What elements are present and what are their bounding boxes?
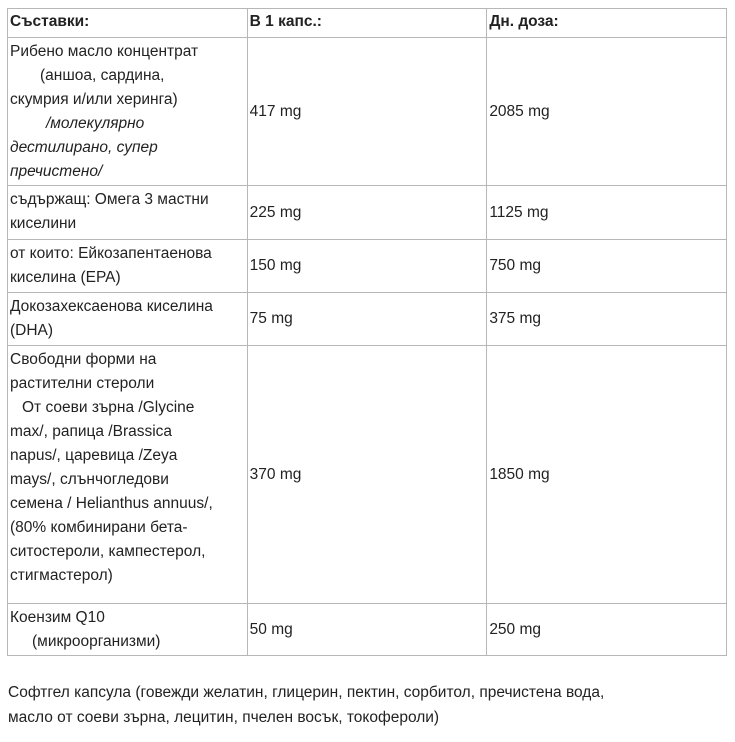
- per-capsule-value: [247, 240, 487, 293]
- ingredient-name-cell: [8, 38, 248, 186]
- ingredient-name-line: mays/, слънчогледови: [10, 471, 169, 488]
- per-capsule-text: 225 mg: [249, 203, 302, 221]
- table-row: [8, 346, 727, 604]
- per-capsule-value: [247, 346, 487, 604]
- daily-dose-text: 1850 mg: [489, 465, 550, 483]
- daily-dose-value: [487, 240, 727, 293]
- ingredient-name-line: съдържащ: Омега 3 мастни: [10, 191, 209, 208]
- table-row: [8, 186, 727, 240]
- per-capsule-value: [247, 38, 487, 186]
- ingredient-name-line: стигмастерол): [10, 567, 113, 584]
- per-capsule-text: 150 mg: [249, 257, 302, 274]
- ingredient-name-line: (80% комбинирани бета-: [10, 519, 188, 536]
- daily-dose-text: 750 mg: [489, 257, 542, 274]
- ingredient-name-line: семена / Helianthus annuus/,: [10, 495, 213, 512]
- ingredient-name-cell: [8, 240, 248, 293]
- ingredient-name-line: (аншоа, сардина,: [40, 67, 165, 84]
- header-per-capsule: В 1 капс.:: [247, 9, 487, 38]
- table-header-row: [8, 9, 727, 38]
- ingredient-name-cell: [8, 293, 248, 346]
- ingredients-table: [7, 8, 727, 656]
- daily-dose-text: 1125 mg: [489, 203, 549, 221]
- daily-dose-value: [487, 186, 727, 240]
- ingredient-name-line: скумрия и/или херинга): [10, 91, 178, 108]
- capsule-composition-note: [8, 680, 728, 730]
- per-capsule-text: 417 mg: [249, 102, 302, 120]
- per-capsule-text: 370 mg: [249, 465, 302, 483]
- per-capsule-text: 75 mg: [249, 310, 293, 327]
- ingredient-name-line: (микроорганизми): [32, 633, 161, 650]
- table-row: [8, 604, 727, 656]
- per-capsule-text: 50 mg: [249, 620, 293, 638]
- daily-dose-text: 250 mg: [489, 620, 542, 638]
- ingredient-name-line: пречистено/: [10, 163, 103, 180]
- ingredient-name-line: От соеви зърна /Glycine: [22, 399, 195, 416]
- footnote-line: масло от соеви зърна, лецитин, пчелен восък, токофероли): [8, 709, 440, 726]
- per-capsule-value: [247, 186, 487, 240]
- daily-dose-text: 375 mg: [489, 310, 542, 327]
- ingredient-name-cell: [8, 186, 248, 240]
- ingredient-name-cell: [8, 346, 248, 604]
- ingredient-name-line: от които: Ейкозапентаенова: [10, 245, 212, 262]
- daily-dose-text: 2085 mg: [489, 102, 550, 120]
- daily-dose-value: [487, 604, 727, 656]
- ingredient-name-line: Докозахексаенова киселина: [10, 298, 213, 315]
- ingredient-name-line: Коензим Q10: [10, 609, 105, 626]
- table-row: [8, 240, 727, 293]
- ingredient-name-line: /молекулярно: [46, 115, 145, 132]
- ingredient-name-line: киселина (EPA): [10, 269, 121, 286]
- header-daily-dose: Дн. доза:: [487, 9, 727, 38]
- footnote-line: Софтгел капсула (говежди желатин, глицерин, пектин, сорбитол, пречистена вода,: [8, 684, 605, 701]
- ingredient-name-line: дестилирано, супер: [10, 139, 158, 156]
- table-row: [8, 293, 727, 346]
- ingredient-name-cell: [8, 604, 248, 656]
- ingredient-name-line: Свободни форми на: [10, 351, 157, 368]
- ingredient-name-line: max/, рапица /Brassica: [10, 423, 173, 440]
- ingredient-name-line: ситостероли, кампестерол,: [10, 543, 206, 560]
- ingredient-name-line: растителни стероли: [10, 375, 155, 392]
- per-capsule-value: [247, 293, 487, 346]
- ingredient-name-line: (DHA): [10, 322, 54, 339]
- daily-dose-value: [487, 346, 727, 604]
- header-ingredients: Съставки:: [8, 9, 248, 38]
- ingredient-name-line: киселини: [10, 215, 77, 232]
- daily-dose-value: [487, 38, 727, 186]
- table-row: [8, 38, 727, 186]
- ingredient-name-line: napus/, царевица /Zeya: [10, 447, 178, 464]
- ingredient-name-line: Рибено масло концентрат: [10, 43, 199, 60]
- daily-dose-value: [487, 293, 727, 346]
- per-capsule-value: [247, 604, 487, 656]
